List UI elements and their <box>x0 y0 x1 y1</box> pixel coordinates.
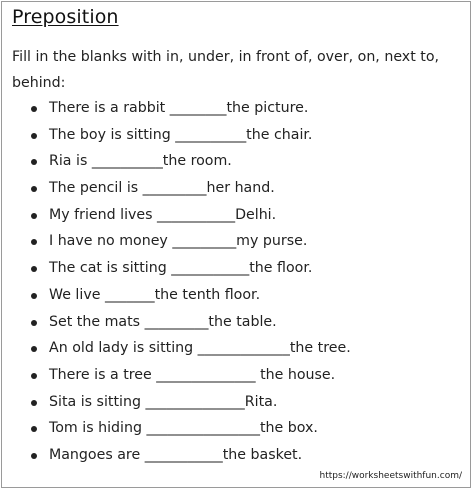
bullet-icon <box>31 159 37 165</box>
instructions: Fill in the blanks with in, under, in front of, over, on, next to, behind: <box>12 49 440 91</box>
bullet-icon <box>31 106 37 112</box>
question-list <box>0 95 351 469</box>
list-item <box>0 389 351 416</box>
question-text: I have no money _________my purse. <box>49 233 308 250</box>
list-item <box>0 442 351 469</box>
bullet-icon <box>31 239 37 245</box>
list-item <box>0 228 351 255</box>
list-item <box>0 415 351 442</box>
list-item <box>0 255 351 282</box>
bullet-icon <box>31 373 37 379</box>
question-text: Ria is __________the room. <box>49 153 232 170</box>
question-text: We live _______the tenth floor. <box>49 286 261 303</box>
bullet-icon <box>31 346 37 352</box>
question-text: The boy is sitting __________the chair. <box>49 126 313 143</box>
list-item <box>0 202 351 229</box>
list-item <box>0 175 351 202</box>
question-text: There is a rabbit ________the picture. <box>49 100 309 116</box>
bullet-icon <box>31 133 37 139</box>
question-text: The cat is sitting ___________the floor. <box>49 260 313 277</box>
list-item <box>0 282 351 309</box>
bullet-icon <box>31 186 37 192</box>
bullet-icon <box>31 266 37 272</box>
list-item <box>0 148 351 175</box>
bullet-icon <box>31 453 37 459</box>
question-text: Set the mats _________the table. <box>49 313 277 330</box>
question-text: The pencil is _________her hand. <box>49 180 275 197</box>
question-text: There is a tree ______________ the house. <box>49 366 336 383</box>
bullet-icon <box>31 426 37 432</box>
list-item <box>0 335 351 362</box>
bullet-icon <box>31 293 37 299</box>
bullet-icon <box>31 320 37 326</box>
list-item <box>0 95 351 122</box>
list-item <box>0 362 351 389</box>
bullet-icon <box>31 400 37 406</box>
list-item <box>0 122 351 149</box>
bullet-icon <box>31 213 37 219</box>
question-text: Sita is sitting ______________Rita. <box>49 393 278 410</box>
question-text: An old lady is sitting _____________the tree. <box>49 340 351 357</box>
question-text: Mangoes are ___________the basket. <box>49 446 303 463</box>
worksheet-title: Preposition <box>12 6 119 28</box>
question-text: My friend lives ___________Delhi. <box>49 206 277 223</box>
source-url: https://worksheetswithfun.com/ <box>319 471 462 481</box>
question-text: Tom is hiding ________________the box. <box>49 420 318 437</box>
list-item <box>0 309 351 336</box>
